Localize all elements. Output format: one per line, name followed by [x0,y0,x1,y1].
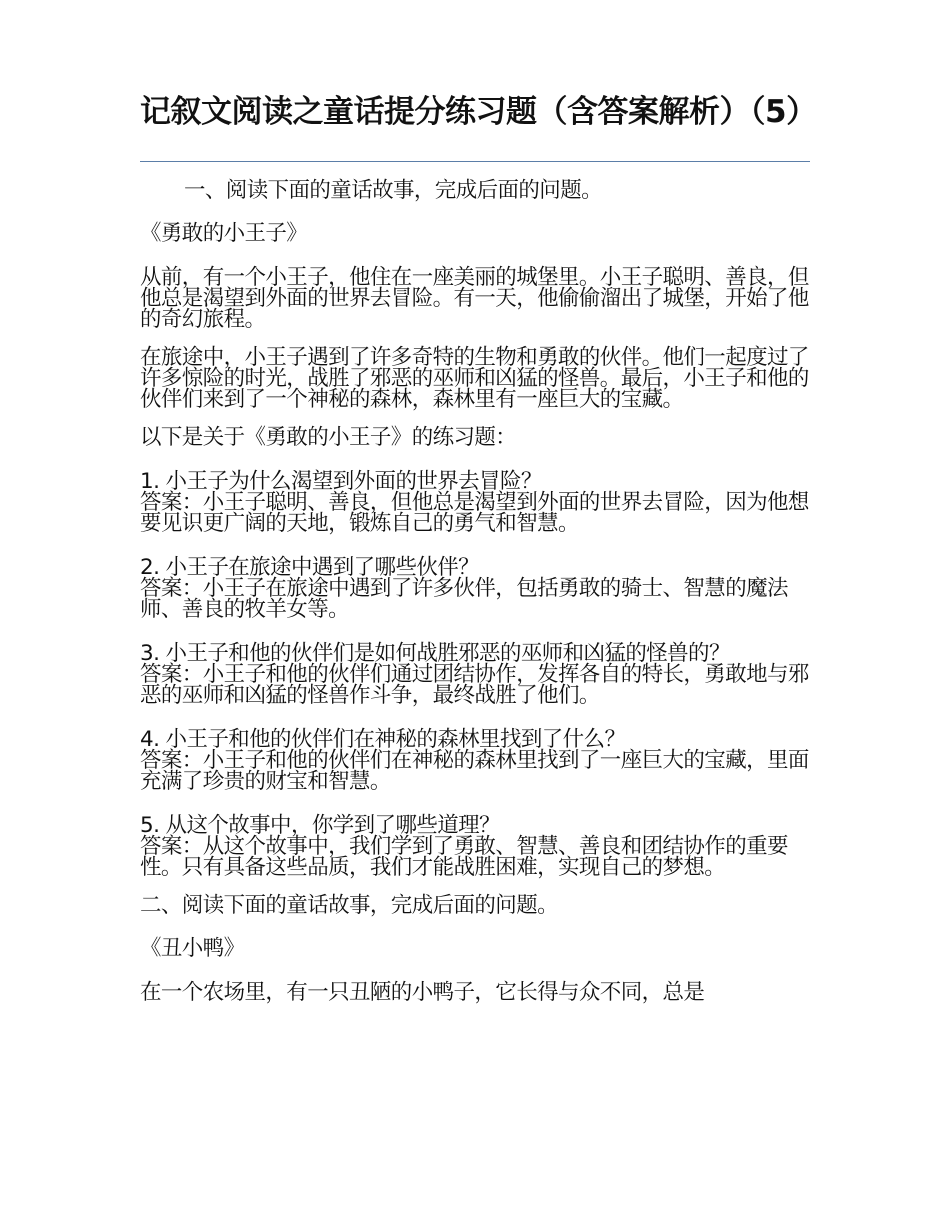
answer-3: 答案：小王子和他的伙伴们通过团结协作，发挥各自的特长，勇敢地与邪恶的巫师和凶猛的怪兽作斗争，最终战胜了他们。 [140,662,809,708]
section-2-heading: 二、阅读下面的童话故事，完成后面的问题。 [140,893,559,918]
question-1: 1. 小王子为什么渴望到外面的世界去冒险？ [140,469,542,494]
section-1-paragraph-2: 在旅途中，小王子遇到了许多奇特的生物和勇敢的伙伴。他们一起度过了许多惊险的时光，战胜了邪恶的巫师和凶猛的怪兽。最后，小王子和他的伙伴们来到了一个神秘的森林，森林里有一座巨大的宝藏。 [140,345,809,412]
answer-4: 答案：小王子和他的伙伴们在神秘的森林里找到了一座巨大的宝藏，里面充满了珍贵的财宝和智慧。 [140,748,809,794]
section-2-story-title: 《丑小鸭》 [140,936,245,961]
section-2-paragraph-1: 在一个农场里，有一只丑陋的小鸭子，它长得与众不同，总是 [140,980,705,1005]
answer-5: 答案：从这个故事中，我们学到了勇敢、智慧、善良和团结协作的重要性。只有具备这些品质，我们才能战胜困难，实现自己的梦想。 [140,834,788,880]
document-body [140,180,812,1003]
question-2: 2. 小王子在旅途中遇到了哪些伙伴？ [140,555,480,580]
section-1-story-title: 《勇敢的小王子》 [140,221,308,246]
section-1-heading: 一、阅读下面的童话故事，完成后面的问题。 [184,178,603,203]
section-1-paragraph-1: 从前，有一个小王子，他住在一座美丽的城堡里。小王子聪明、善良，但他总是渴望到外面的世界去冒险。有一天，他偷偷溜出了城堡，开始了他的奇幻旅程。 [140,265,809,332]
question-3: 3. 小王子和他的伙伴们是如何战胜邪恶的巫师和凶猛的怪兽的？ [140,641,730,666]
question-4: 4. 小王子和他的伙伴们在神秘的森林里找到了什么？ [140,727,626,752]
answer-2: 答案：小王子在旅途中遇到了许多伙伴，包括勇敢的骑士、智慧的魔法师、善良的牧羊女等。 [140,576,788,622]
answer-1: 答案：小王子聪明、善良，但他总是渴望到外面的世界去冒险，因为他想要见识更广阔的天地，锻炼自己的勇气和智慧。 [140,490,809,536]
title-divider [140,161,810,162]
document-title: 记叙文阅读之童话提分练习题（含答案解析）（5） [140,94,817,130]
question-5: 5. 从这个故事中，你学到了哪些道理？ [140,813,500,838]
exercise-intro: 以下是关于《勇敢的小王子》的练习题： [140,425,517,450]
